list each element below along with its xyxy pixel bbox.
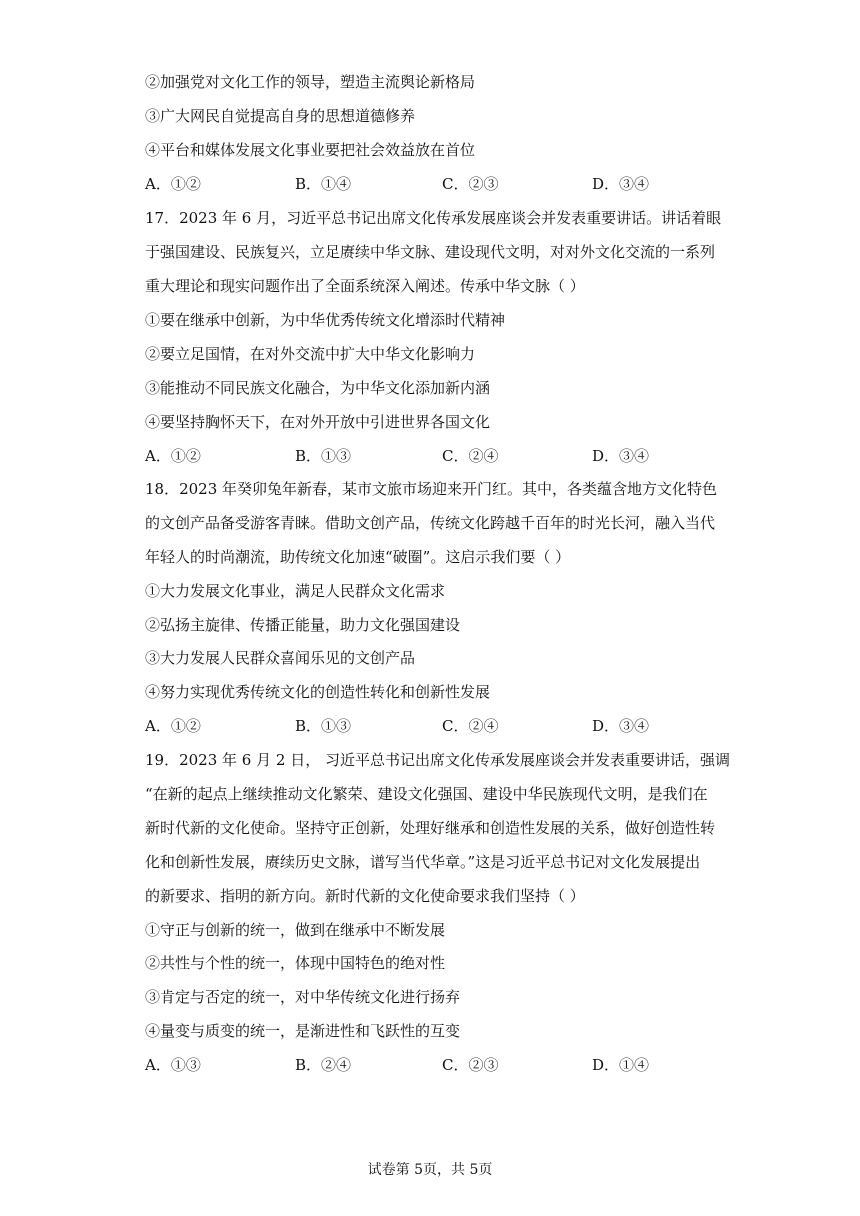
q16-item-4: ④平台和媒体发展文化事业要把社会效益放在首位 [145,141,476,159]
q19-stem-line-4: 化和创新性发展，赓续历史文脉，谱写当代华章。”这是习近平总书记对文化发展提出 [145,853,701,871]
q18-option-d[interactable]: D．③④ [592,717,650,735]
q18-option-a[interactable]: A．①② [145,717,201,735]
q19-option-c[interactable]: C．②③ [442,1056,499,1074]
q19-options [145,1055,745,1075]
q19-item-2: ②共性与个性的统一，体现中国特色的绝对性 [145,954,446,972]
q17-stem-line-2: 于强国建设、民族复兴，立足赓续中华文脉、建设现代文明，对对外文化交流的一系列 [145,243,716,261]
q18-options [145,716,745,736]
q16-option-a[interactable]: A．①② [145,175,201,193]
q19-option-d[interactable]: D．①④ [592,1056,650,1074]
q18-stem-line-1: 18．2023 年癸卯兔年新春，某市文旅市场迎来开门红。其中，各类蕴含地方文化特色 [145,480,718,498]
q17-item-4: ④要坚持胸怀天下，在对外开放中引进世界各国文化 [145,413,491,431]
q18-option-b[interactable]: B．①③ [295,717,352,735]
q19-stem-line-2: “在新的起点上继续推动文化繁荣、建设文化强国、建设中华民族现代文明，是我们在 [145,785,708,803]
q17-item-2: ②要立足国情，在对外交流中扩大中华文化影响力 [145,345,476,363]
q17-option-b[interactable]: B．①③ [295,447,352,465]
q17-stem-line-3: 重大理论和现实问题作出了全面系统深入阐述。传承中华文脉（ ） [145,277,585,295]
q17-options [145,446,745,466]
q16-options [145,174,745,194]
q18-item-4: ④努力实现优秀传统文化的创造性转化和创新性发展 [145,683,491,701]
q18-item-1: ①大力发展文化事业，满足人民群众文化需求 [145,582,446,600]
q19-stem-line-5: 的新要求、指明的新方向。新时代新的文化使命要求我们坚持（ ） [145,887,585,905]
q19-option-a[interactable]: A．①③ [145,1056,201,1074]
q19-item-3: ③肯定与否定的统一，对中华传统文化进行扬弃 [145,988,461,1006]
q19-stem-line-3: 新时代新的文化使命。坚持守正创新，处理好继承和创造性发展的关系，做好创造性转 [145,819,716,837]
q16-option-c[interactable]: C．②③ [442,175,499,193]
q16-option-b[interactable]: B．①④ [295,175,352,193]
q19-item-4: ④量变与质变的统一，是渐进性和飞跃性的互变 [145,1022,461,1040]
q17-option-a[interactable]: A．①② [145,447,201,465]
q16-item-3: ③广大网民自觉提高自身的思想道德修养 [145,107,416,125]
q19-option-b[interactable]: B．②④ [295,1056,352,1074]
q17-stem-line-1: 17．2023 年 6 月，习近平总书记出席文化传承发展座谈会并发表重要讲话。讲话着眼 [145,209,722,227]
q17-item-3: ③能推动不同民族文化融合，为中华文化添加新内涵 [145,379,491,397]
q18-stem-line-2: 的文创产品备受游客青睐。借助文创产品，传统文化跨越千百年的时光长河，融入当代 [145,514,716,532]
q18-item-3: ③大力发展人民群众喜闻乐见的文创产品 [145,649,416,667]
q16-item-2: ②加强党对文化工作的领导，塑造主流舆论新格局 [145,73,476,91]
q18-stem-line-3: 年轻人的时尚潮流，助传统文化加速“破圈”。这启示我们要（ ） [145,548,571,566]
q17-item-1: ①要在继承中创新，为中华优秀传统文化增添时代精神 [145,311,506,329]
q16-option-d[interactable]: D．③④ [592,175,650,193]
q19-stem-line-1: 19．2023 年 6 月 2 日， 习近平总书记出席文化传承发展座谈会并发表重要讲话，强调 [145,751,730,769]
q17-option-c[interactable]: C．②④ [442,447,499,465]
q17-option-d[interactable]: D．③④ [592,447,650,465]
q18-item-2: ②弘扬主旋律、传播正能量，助力文化强国建设 [145,616,461,634]
page-footer: 试卷第 5页，共 5页 [367,1162,493,1178]
q18-option-c[interactable]: C．②④ [442,717,499,735]
q19-item-1: ①守正与创新的统一，做到在继承中不断发展 [145,921,446,939]
